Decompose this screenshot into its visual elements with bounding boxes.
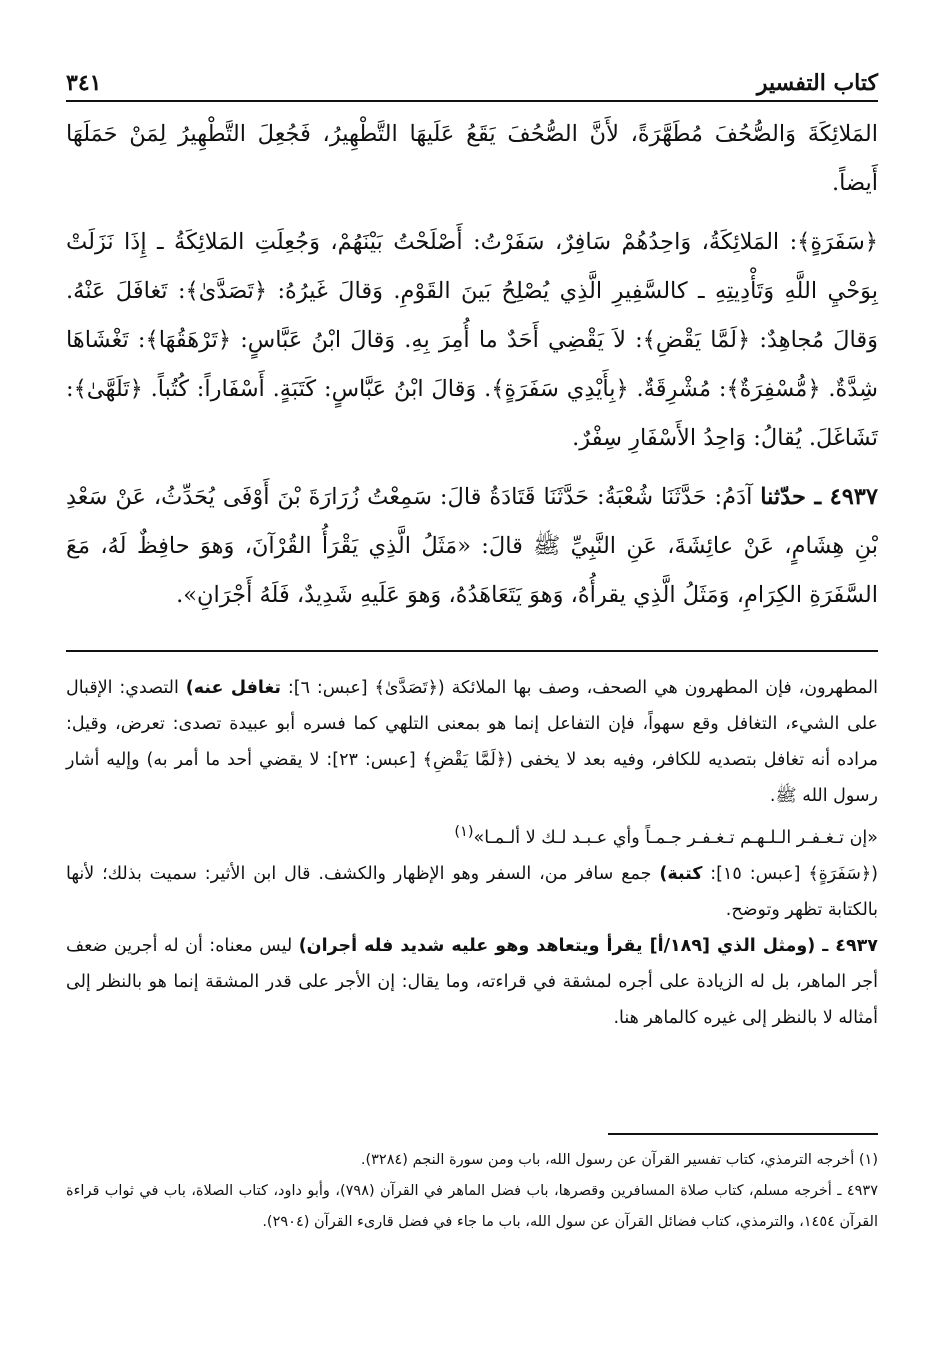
poetry-verse (66, 814, 878, 856)
section-divider (66, 650, 878, 652)
commentary-text: جمع سافر من، السفر وهو الإظهار والكشف. قال ابن الأثير: سميت بذلك؛ لأنها بالكتابة تظهر وتوضح. (66, 863, 878, 920)
verse-text: «إن تـغـفـر الـلـهـم تـغـفـر جـمـاً وأي عـبـد لـك لا ألـمـا» (473, 827, 878, 848)
footnote-1: (١) أخرجه الترمذي، كتاب تفسير القرآن عن رسول الله، باب ومن سورة النجم (٣٢٨٤). (360, 1152, 878, 1168)
main-text (66, 110, 878, 630)
commentary-paragraph-3 (66, 928, 878, 1036)
hadith-paragraph (66, 473, 878, 620)
commentary-bold-text: كتبة) (659, 863, 703, 884)
commentary-bold-text: ٤٩٣٧ ـ (ومثل الذي [١٨٩/أ] يقرأ ويتعاهد وهو عليه شديد فله أجران) (298, 935, 878, 956)
commentary-text: (﴿سَفَرَةٍ﴾ [عبس: ١٥]: (702, 863, 878, 884)
matn-paragraph-2: ﴿سَفَرَةٍ﴾: المَلائِكَةُ، وَاحِدُهُمْ سَافِرٌ، سَفَرْتُ: أَصْلَحْتُ بَيْنَهُمْ، وَجُعِلَتِ المَلائِكَةُ ـ إِذَا نَزَلَتْ بِوَحْيِ اللَّهِ وَتَأْدِيتِهِ ـ كالسَّفِيرِ الَّذِي يُصْلِحُ بَينَ القَوْمِ. وَقالَ غَيرُهُ: ﴿تَصَدَّىٰ﴾: تَغافَلَ عَنْهُ. وَقالَ مُجاهِدٌ: ﴿لَمَّا يَقْضِ﴾: لاَ يَقْضِي أَحَدٌ ما أُمِرَ بِهِ. وَقالَ ابْنُ عَبَّاسٍ: ﴿تَرْهَقُهَا﴾: تَغْشَاهَا شِدَّةٌ. ﴿مُّسْفِرَةٌ﴾: مُشْرِقَةٌ. ﴿بِأَيْدِي سَفَرَةٍ﴾. وَقالَ ابْنُ عَبَّاسٍ: كَتَبَةٍ. أَسْفَاراً: كُتُباً. ﴿تَلَهَّىٰ﴾: تَشَاغَلَ. يُقالُ: وَاحِدُ الأَسْفَارِ سِفْرٌ. (66, 229, 878, 451)
footnote-2: ٤٩٣٧ ـ أخرجه مسلم، كتاب صلاة المسافرين وقصرها، باب فضل الماهر في القرآن (٧٩٨)، وأبو داود، كتاب الصلاة، باب في ثواب قراءة القرآن ١٤٥٤، والترمذي، كتاب فضائل القرآن عن سول الله، باب ما جاء في فضل قارىء القرآن (٢٩٠٤). (66, 1183, 879, 1230)
footnote-ref: (١) (454, 823, 474, 840)
commentary-paragraph-2 (66, 856, 878, 928)
matn-paragraph-1: المَلائِكَةَ وَالصُّحُفَ مُطَهَّرَةً، لأَنَّ الصُّحُفَ يَقَعُ عَلَيهَا التَّطْهِيرُ، فَجُعِلَ التَّطْهِيرُ لِمَنْ حَمَلَهَا أَيضاً. (66, 121, 878, 196)
commentary-text: المطهرون، فإن المطهرون هي الصحف، وصف بها الملائكة (﴿تَصَدَّىٰ﴾ [عبس: ٦]: (280, 678, 878, 698)
commentary-text: التصدي: الإقبال على الشيء، التغافل وقع سهواً، فإن التفاعل إنما هو بمعنى التلهي كما فسره أبو عبيدة تصدى: تعرض، وقيل: مراده أنه تغافل بتصديه للكافر، وفيه بعد لا يخفى (﴿لَمَّا يَقْضِ﴾ [عبس: ٢٣]: لا يقضي أحد ما أمر به) وإليه أشار رسول الله ﷺ. (66, 678, 878, 806)
footnotes (66, 1145, 878, 1238)
footnote-divider (608, 1133, 878, 1135)
page-header (66, 52, 878, 102)
page-number: ٣٤١ (66, 70, 102, 96)
hadith-text: آدَمُ: حَدَّثَنَا شُعْبَةُ: حَدَّثَنَا قَتَادَةُ قالَ: سَمِعْتُ زُرَارَةَ بْنَ أَوْفَى يُحَدِّثُ، عَنْ سَعْدِ بْنِ هِشَامٍ، عَنْ عائِشَةَ، عَنِ النَّبِيِّ ﷺ قالَ: «مَثَلُ الَّذِي يَقْرَأُ القُرْآنَ، وَهوَ حافِظٌ لَهُ، مَعَ السَّفَرَةِ الكِرَامِ، وَمَثَلُ الَّذِي يقرأُهُ، وَهوَ يَتَعَاهَدُهُ، وَهوَ عَلَيهِ شَدِيدٌ، فَلَهُ أَجْرَانِ». (66, 484, 878, 608)
hadith-number: ٤٩٣٧ ـ حدّثنا (760, 484, 878, 510)
commentary-bold-text: تغافل عنه) (185, 678, 281, 698)
commentary (66, 670, 878, 1036)
commentary-paragraph-1 (66, 670, 878, 814)
chapter-title: كتاب التفسير (756, 70, 878, 96)
commentary-text: ليس معناه: أن له أجرين ضعف أجر الماهر، بل له الزيادة على أجره لمشقة في قراءته، وما يقال: إن الأجر على قدر المشقة إنما هو بالنظر إلى أمثاله لا بالنظر إلى غيره كالماهر هنا. (66, 935, 878, 1028)
